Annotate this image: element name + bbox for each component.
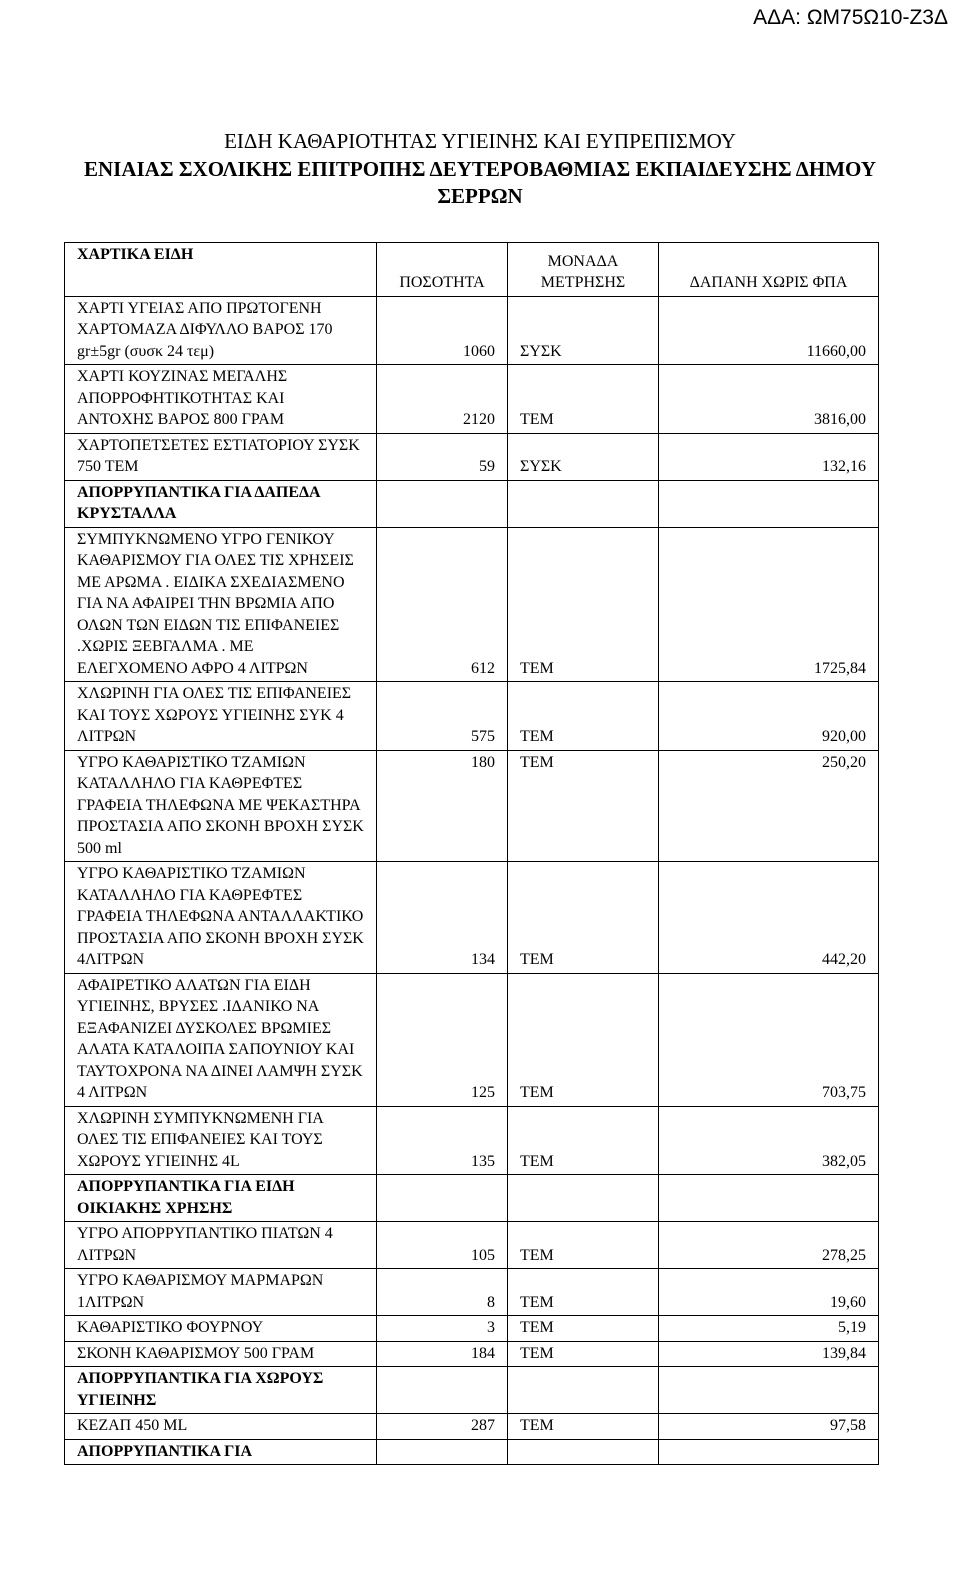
item-quantity: 134: [377, 862, 508, 974]
item-quantity: 2120: [377, 365, 508, 434]
item-description: ΥΓΡΟ ΑΠΟΡΡΥΠΑΝΤΙΚΟ ΠΙΑΤΩΝ 4 ΛΙΤΡΩΝ: [65, 1222, 377, 1269]
table-row: [65, 973, 879, 1106]
table-row: [65, 1341, 879, 1367]
item-description: ΧΑΡΤΙ ΚΟΥΖΙΝΑΣ ΜΕΓΑΛΗΣ ΑΠΟΡΡΟΦΗΤΙΚΟΤΗΤΑΣ ΚΑΙ ΑΝΤΟΧΗΣ ΒΑΡΟΣ 800 ΓΡΑΜ: [65, 365, 377, 434]
item-cost: 278,25: [659, 1222, 879, 1269]
item-quantity: [377, 1175, 508, 1222]
item-unit: ΤΕΜ: [508, 527, 659, 682]
table-row: [65, 682, 879, 751]
category-header: ΧΑΡΤΙΚΑ ΕΙΔΗ: [65, 243, 377, 297]
item-unit: ΤΕΜ: [508, 682, 659, 751]
item-quantity: 105: [377, 1222, 508, 1269]
item-cost: 703,75: [659, 973, 879, 1106]
item-description: ΥΓΡΟ ΚΑΘΑΡΙΣΜΟΥ ΜΑΡΜΑΡΩΝ 1ΛΙΤΡΩΝ: [65, 1269, 377, 1316]
item-cost: 382,05: [659, 1106, 879, 1175]
item-quantity: 59: [377, 433, 508, 480]
item-description: ΧΛΩΡΙΝΗ ΣΥΜΠΥΚΝΩΜΕΝΗ ΓΙΑ ΟΛΕΣ ΤΙΣ ΕΠΙΦΑΝΕΙΕΣ ΚΑΙ ΤΟΥΣ ΧΩΡΟΥΣ ΥΓΙΕΙΝΗΣ 4L: [65, 1106, 377, 1175]
item-cost: 1725,84: [659, 527, 879, 682]
item-description: ΚΕΖΑΠ 450 ML: [65, 1414, 377, 1440]
item-unit: ΤΕΜ: [508, 365, 659, 434]
item-quantity: 135: [377, 1106, 508, 1175]
item-quantity: [377, 480, 508, 527]
item-description: ΥΓΡΟ ΚΑΘΑΡΙΣΤΙΚΟ ΤΖΑΜΙΩΝ ΚΑΤΑΛΛΗΛΟ ΓΙΑ ΚΑΘΡΕΦΤΕΣ ΓΡΑΦΕΙΑ ΤΗΛΕΦΩΝΑ ΜΕ ΨΕΚΑΣΤΗΡΑ ΠΡΟΣΤΑΣΙΑ ΑΠΟ ΣΚΟΝΗ ΒΡΟΧΗ ΣΥΣΚ 500 ml: [65, 750, 377, 862]
table-row: [65, 527, 879, 682]
item-cost: 3816,00: [659, 365, 879, 434]
table-row: [65, 1175, 879, 1222]
item-description: ΑΠΟΡΡΥΠΑΝΤΙΚΑ ΓΙΑ ΕΙΔΗ ΟΙΚΙΑΚΗΣ ΧΡΗΣΗΣ: [65, 1175, 377, 1222]
item-description: ΑΦΑΙΡΕΤΙΚΟ ΑΛΑΤΩΝ ΓΙΑ ΕΙΔΗ ΥΓΙΕΙΝΗΣ, ΒΡΥΣΕΣ .ΙΔΑΝΙΚΟ ΝΑ ΕΞΑΦΑΝΙΖΕΙ ΔΥΣΚΟΛΕΣ ΒΡΩΜΙΕΣ ΑΛΑΤΑ ΚΑΤΑΛΟΙΠΑ ΣΑΠΟΥΝΙΟΥ ΚΑΙ ΤΑΥΤΟΧΡΟΝΑ ΝΑ ΔΙΝΕΙ ΛΑΜΨΗ ΣΥΣΚ 4 ΛΙΤΡΩΝ: [65, 973, 377, 1106]
item-unit: ΤΕΜ: [508, 1106, 659, 1175]
item-unit: ΤΕΜ: [508, 1269, 659, 1316]
item-quantity: 612: [377, 527, 508, 682]
item-description: ΧΑΡΤΙ ΥΓΕΙΑΣ ΑΠΟ ΠΡΩΤΟΓΕΝΗ ΧΑΡΤΟΜΑΖΑ ΔΙΦΥΛΛΟ ΒΑΡΟΣ 170 gr±5gr (συσκ 24 τεμ): [65, 296, 377, 365]
document-code: ΑΔΑ: ΩΜ75Ω10-Ζ3Δ: [753, 6, 948, 29]
item-description: ΣΚΟΝΗ ΚΑΘΑΡΙΣΜΟΥ 500 ΓΡΑΜ: [65, 1341, 377, 1367]
item-quantity: [377, 1439, 508, 1465]
item-cost: [659, 1175, 879, 1222]
table-row: [65, 1222, 879, 1269]
item-cost: 97,58: [659, 1414, 879, 1440]
item-quantity: [377, 1367, 508, 1414]
quantity-header: ΠΟΣΟΤΗΤΑ: [377, 243, 508, 297]
item-quantity: 184: [377, 1341, 508, 1367]
table-row: [65, 433, 879, 480]
table-row: [65, 296, 879, 365]
page-title-line-1: ΕΙΔΗ ΚΑΘΑΡΙΟΤΗΤΑΣ ΥΓΙΕΙΝΗΣ ΚΑΙ ΕΥΠΡΕΠΙΣΜΟΥ: [224, 129, 736, 153]
item-cost: 132,16: [659, 433, 879, 480]
item-cost: [659, 1439, 879, 1465]
item-unit: ΣΥΣΚ: [508, 433, 659, 480]
item-description: ΥΓΡΟ ΚΑΘΑΡΙΣΤΙΚΟ ΤΖΑΜΙΩΝ ΚΑΤΑΛΛΗΛΟ ΓΙΑ ΚΑΘΡΕΦΤΕΣ ΓΡΑΦΕΙΑ ΤΗΛΕΦΩΝΑ ΑΝΤΑΛΛΑΚΤΙΚΟ ΠΡΟΣΤΑΣΙΑ ΑΠΟ ΣΚΟΝΗ ΒΡΟΧΗ ΣΥΣΚ 4ΛΙΤΡΩΝ: [65, 862, 377, 974]
item-quantity: 287: [377, 1414, 508, 1440]
table-row: [65, 862, 879, 974]
table-row: [65, 1414, 879, 1440]
item-description: ΧΛΩΡΙΝΗ ΓΙΑ ΟΛΕΣ ΤΙΣ ΕΠΙΦΑΝΕΙΕΣ ΚΑΙ ΤΟΥΣ ΧΩΡΟΥΣ ΥΓΙΕΙΝΗΣ ΣΥΚ 4 ΛΙΤΡΩΝ: [65, 682, 377, 751]
item-unit: ΤΕΜ: [508, 862, 659, 974]
item-quantity: 3: [377, 1316, 508, 1342]
products-table: [64, 242, 879, 1465]
item-quantity: 575: [377, 682, 508, 751]
item-unit: ΣΥΣΚ: [508, 296, 659, 365]
item-unit: [508, 1175, 659, 1222]
item-cost: 920,00: [659, 682, 879, 751]
item-unit: ΤΕΜ: [508, 973, 659, 1106]
table-row: [65, 750, 879, 862]
table-row: [65, 1316, 879, 1342]
item-cost: 442,20: [659, 862, 879, 974]
item-quantity: 125: [377, 973, 508, 1106]
page-title-line-2: ΕΝΙΑΙΑΣ ΣΧΟΛΙΚΗΣ ΕΠΙΤΡΟΠΗΣ ΔΕΥΤΕΡΟΒΑΘΜΙΑΣ ΕΚΠΑΙΔΕΥΣΗΣ ΔΗΜΟΥ: [83, 157, 877, 181]
item-cost: 250,20: [659, 750, 879, 862]
item-description: ΑΠΟΡΡΥΠΑΝΤΙΚΑ ΓΙΑ ΧΩΡΟΥΣ ΥΓΙΕΙΝΗΣ: [65, 1367, 377, 1414]
table-row: [65, 1269, 879, 1316]
unit-header: ΜΟΝΑΔΑ ΜΕΤΡΗΣΗΣ: [508, 243, 659, 297]
item-unit: ΤΕΜ: [508, 1414, 659, 1440]
item-cost: 139,84: [659, 1341, 879, 1367]
item-unit: [508, 1439, 659, 1465]
item-unit: [508, 480, 659, 527]
item-unit: [508, 1367, 659, 1414]
cost-header: ΔΑΠΑΝΗ ΧΩΡΙΣ ΦΠΑ: [659, 243, 879, 297]
item-cost: [659, 480, 879, 527]
item-cost: 11660,00: [659, 296, 879, 365]
item-quantity: 8: [377, 1269, 508, 1316]
item-unit: ΤΕΜ: [508, 1222, 659, 1269]
table-row: [65, 1367, 879, 1414]
item-cost: 19,60: [659, 1269, 879, 1316]
table-row: [65, 1439, 879, 1465]
item-description: ΑΠΟΡΡΥΠΑΝΤΙΚΑ ΓΙΑ ΔΑΠΕΔΑ ΚΡΥΣΤΑΛΛΑ: [65, 480, 377, 527]
table-header-row: [65, 243, 879, 297]
item-description: ΚΑΘΑΡΙΣΤΙΚΟ ΦΟΥΡΝΟΥ: [65, 1316, 377, 1342]
item-unit: ΤΕΜ: [508, 1341, 659, 1367]
item-cost: 5,19: [659, 1316, 879, 1342]
table-row: [65, 1106, 879, 1175]
item-unit: ΤΕΜ: [508, 1316, 659, 1342]
table-row: [65, 480, 879, 527]
item-quantity: 1060: [377, 296, 508, 365]
item-description: ΑΠΟΡΡΥΠΑΝΤΙΚΑ ΓΙΑ: [65, 1439, 377, 1465]
item-quantity: 180: [377, 750, 508, 862]
item-cost: [659, 1367, 879, 1414]
item-description: ΣΥΜΠΥΚΝΩΜΕΝΟ ΥΓΡΟ ΓΕΝΙΚΟΥ ΚΑΘΑΡΙΣΜΟΥ ΓΙΑ ΟΛΕΣ ΤΙΣ ΧΡΗΣΕΙΣ ΜΕ ΑΡΩΜΑ . ΕΙΔΙΚΑ ΣΧΕΔΙΑΣΜΕΝΟ ΓΙΑ ΝΑ ΑΦΑΙΡΕΙ ΤΗΝ ΒΡΩΜΙΑ ΑΠΟ ΟΛΩΝ ΤΩΝ ΕΙΔΩΝ ΤΙΣ ΕΠΙΦΑΝΕΙΕΣ .ΧΩΡΙΣ ΞΕΒΓΑΛΜΑ . ΜΕ ΕΛΕΓΧΟΜΕΝΟ ΑΦΡΟ 4 ΛΙΤΡΩΝ: [65, 527, 377, 682]
item-unit: ΤΕΜ: [508, 750, 659, 862]
table-row: [65, 365, 879, 434]
item-description: ΧΑΡΤΟΠΕΤΣΕΤΕΣ ΕΣΤΙΑΤΟΡΙΟΥ ΣΥΣΚ 750 ΤΕΜ: [65, 433, 377, 480]
page-title-line-3: ΣΕΡΡΩΝ: [437, 184, 523, 208]
